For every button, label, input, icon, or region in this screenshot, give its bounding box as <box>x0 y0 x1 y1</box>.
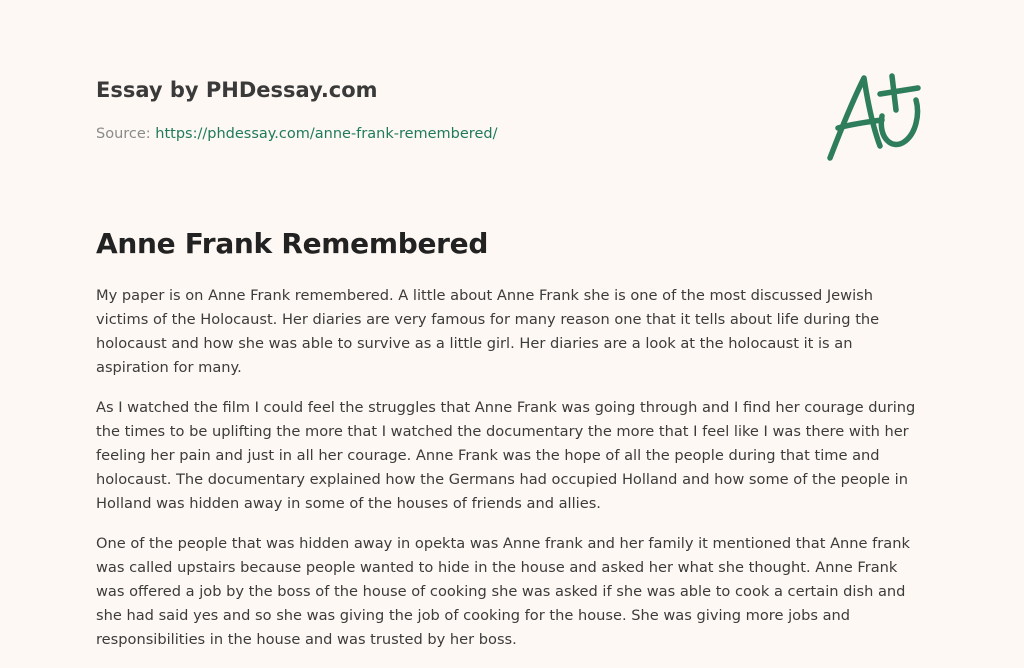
essay-paragraph-3: One of the people that was hidden away in opekta was Anne frank and her family it mentioned that Anne frank was called upstairs because people wanted to hide in the house and asked her what she thought. Anne Frank was offered a job by the boss of the house of cooking she was asked if she was able to cook a certain dish and she had said yes and so she was giving the job of cooking for the house. She was giving more jobs and responsibilities in the house and was trusted by her boss. <box>96 535 910 648</box>
source-label: Source: <box>96 126 151 142</box>
essay-header <box>96 76 796 144</box>
a-plus-logo-icon <box>820 66 932 170</box>
source-link[interactable]: https://phdessay.com/anne-frank-remembered/ <box>155 126 498 142</box>
essay-body <box>96 284 928 668</box>
site-title: Essay by PHDessay.com <box>96 78 378 102</box>
essay-paragraph-2: As I watched the film I could feel the struggles that Anne Frank was going through and I find her courage during the times to be uplifting the more that I watched the documentary the more that I feel like I was there with her feeling her pain and just in all her courage. Anne Frank was the hope of all the people during that time and holocaust. The documentary explained how the Germans had occupied Holland and how some of the people in Holland was hidden away in some of the houses of friends and allies. <box>96 399 916 512</box>
essay-paragraph-1: My paper is on Anne Frank remembered. A little about Anne Frank she is one of the most discussed Jewish victims of the Holocaust. Her diaries are very famous for many reason one that it tells about life during the holocaust and how she was able to survive as a little girl. Her diaries are a look at the holocaust it is an aspiration for many. <box>96 287 880 376</box>
essay-title: Anne Frank Remembered <box>96 227 489 260</box>
source-line <box>96 124 796 144</box>
